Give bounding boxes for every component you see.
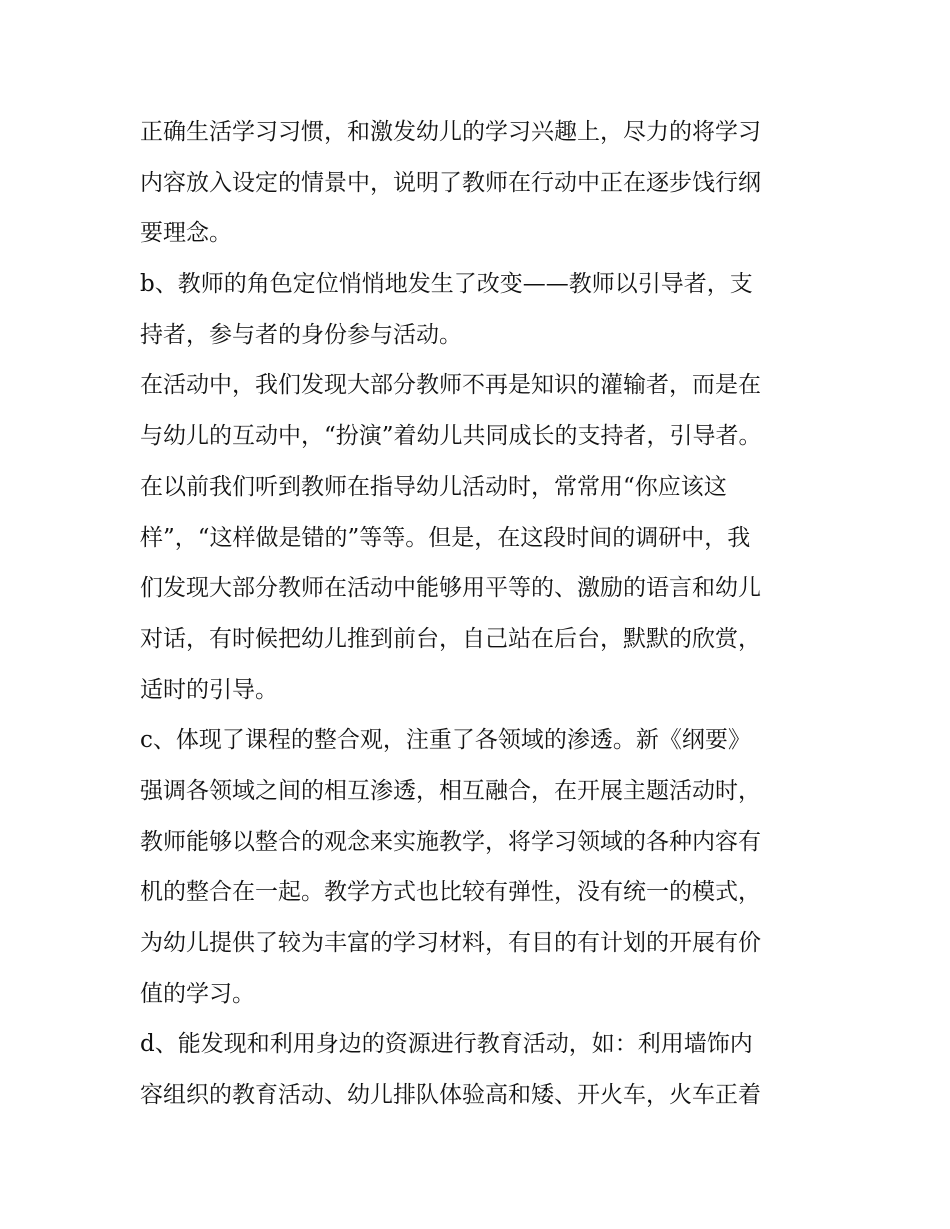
text-line: 适时的引导。 xyxy=(140,676,278,703)
text-line: 在活动中，我们发现大部分教师不再是知识的灌输者，而是在 xyxy=(140,372,761,399)
text-line: 们发现大部分教师在活动中能够用平等的、激励的语言和幼儿 xyxy=(140,575,761,602)
text-line: 内容放入设定的情景中，说明了教师在行动中正在逐步饯行纲 xyxy=(140,169,761,196)
text-line: 机的整合在一起。教学方式也比较有弹性，没有统一的模式， xyxy=(140,879,761,906)
text-line: 样”，“这样做是错的”等等。但是，在这段时间的调研中，我 xyxy=(140,524,751,551)
text-line: 教师能够以整合的观念来实施教学，将学习领域的各种内容有 xyxy=(140,828,761,855)
text-line: 要理念。 xyxy=(140,220,232,247)
text-line: 值的学习。 xyxy=(140,980,255,1007)
text-line: 在以前我们听到教师在指导幼儿活动时，常常用“你应该这 xyxy=(140,473,727,500)
text-line: 正确生活学习习惯，和激发幼儿的学习兴趣上，尽力的将学习 xyxy=(140,119,761,145)
text-line: d、能发现和利用身边的资源进行教育活动，如：利用墙饰内 xyxy=(140,1031,753,1058)
text-line: 对话，有时候把幼儿推到前台，自己站在后台，默默的欣赏， xyxy=(140,625,761,652)
text-line: c、体现了课程的整合观，注重了各领域的渗透。新《纲要》 xyxy=(140,727,751,754)
text-line: 强调各领域之间的相互渗透，相互融合，在开展主题活动时， xyxy=(140,777,761,804)
text-line: 持者，参与者的身份参与活动。 xyxy=(140,321,462,348)
text-line: 与幼儿的互动中，“扮演”着幼儿共同成长的支持者，引导者。 xyxy=(140,423,762,450)
text-line: 容组织的教育活动、幼儿排队体验高和矮、开火车，火车正着 xyxy=(140,1082,761,1109)
text-line: 为幼儿提供了较为丰富的学习材料，有目的有计划的开展有价 xyxy=(140,930,761,956)
text-line: b、教师的角色定位悄悄地发生了改变——教师以引导者，支 xyxy=(140,271,753,298)
body-text xyxy=(140,107,830,1121)
